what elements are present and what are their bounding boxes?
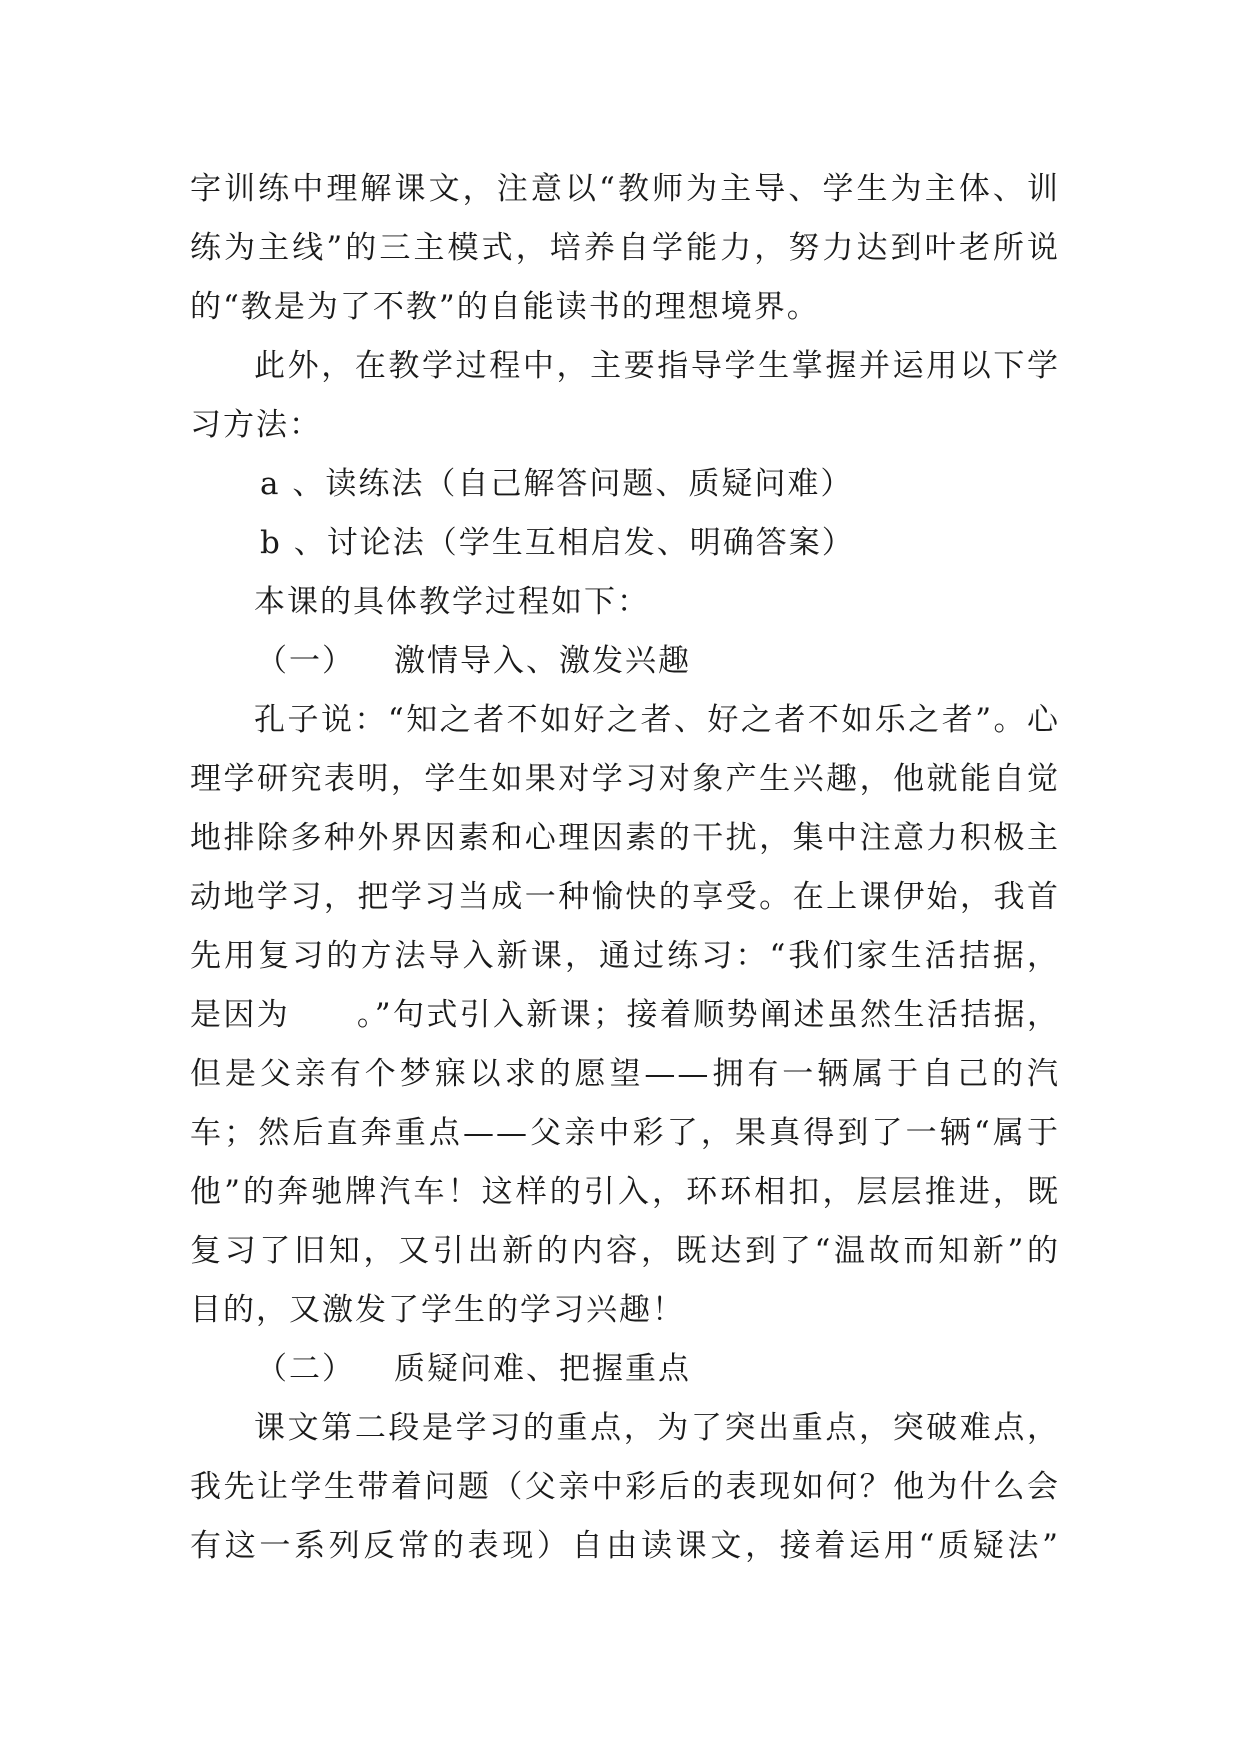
text-line: 他”的奔驰牌汽车！这样的引入，环环相扣，层层推进，既 <box>190 1174 1060 1210</box>
text-line: 先用复习的方法导入新课，通过练习：“我们家生活拮据， <box>190 938 1060 974</box>
text-line: 复习了旧知，又引出新的内容，既达到了“温故而知新”的 <box>190 1233 1060 1269</box>
text-line: 有这一系列反常的表现）自由读课文，接着运用“质疑法” <box>190 1528 1060 1564</box>
section-heading-2 <box>190 1340 1060 1399</box>
section-number: （二） <box>256 1351 355 1387</box>
text-line: 习方法： <box>190 407 322 443</box>
section-heading-1 <box>190 632 1060 691</box>
text-line: 动地学习，把学习当成一种愉快的享受。在上课伊始，我首 <box>190 879 1060 915</box>
text-line: 理学研究表明，学生如果对学习对象产生兴趣，他就能自觉 <box>190 761 1060 797</box>
text-line: 地排除多种外界因素和心理因素的干扰，集中注意力积极主 <box>190 820 1060 856</box>
method-item-a: a 、读练法（自己解答问题、质疑问难） <box>260 466 854 502</box>
text-line: 字训练中理解课文，注意以“教师为主导、学生为主体、训 <box>190 171 1060 207</box>
text-line: 目的，又激发了学生的学习兴趣！ <box>190 1292 685 1328</box>
text-line: 我先让学生带着问题（父亲中彩后的表现如何？他为什么会 <box>190 1469 1060 1505</box>
text-line: 但是父亲有个梦寐以求的愿望——拥有一辆属于自己的汽 <box>190 1056 1060 1092</box>
method-item-b: b 、讨论法（学生互相启发、明确答案） <box>260 525 855 561</box>
text-line: 此外，在教学过程中，主要指导学生掌握并运用以下学 <box>254 348 1060 384</box>
text-line: 课文第二段是学习的重点，为了突出重点，突破难点， <box>254 1410 1060 1446</box>
paragraph-methods-intro <box>190 337 1060 455</box>
paragraph-continuation <box>190 160 1060 337</box>
section-title: 质疑问难、把握重点 <box>394 1351 691 1387</box>
text-line: 车；然后直奔重点——父亲中彩了，果真得到了一辆“属于 <box>190 1115 1060 1151</box>
section-title: 激情导入、激发兴趣 <box>394 643 691 679</box>
text-line: 的“教是为了不教”的自能读书的理想境界。 <box>190 289 820 325</box>
document-page <box>190 160 1060 1576</box>
paragraph-key-section <box>190 1399 1060 1576</box>
text-line: 是因为 。”句式引入新课；接着顺势阐述虽然生活拮据， <box>190 997 1060 1033</box>
process-intro: 本课的具体教学过程如下： <box>254 584 650 620</box>
text-line: 练为主线”的三主模式，培养自学能力，努力达到叶老所说 <box>190 230 1060 266</box>
text-line: 孔子说：“知之者不如好之者、好之者不如乐之者”。心 <box>254 702 1060 738</box>
section-number: （一） <box>256 643 355 679</box>
paragraph-introduction-method <box>190 691 1060 1340</box>
